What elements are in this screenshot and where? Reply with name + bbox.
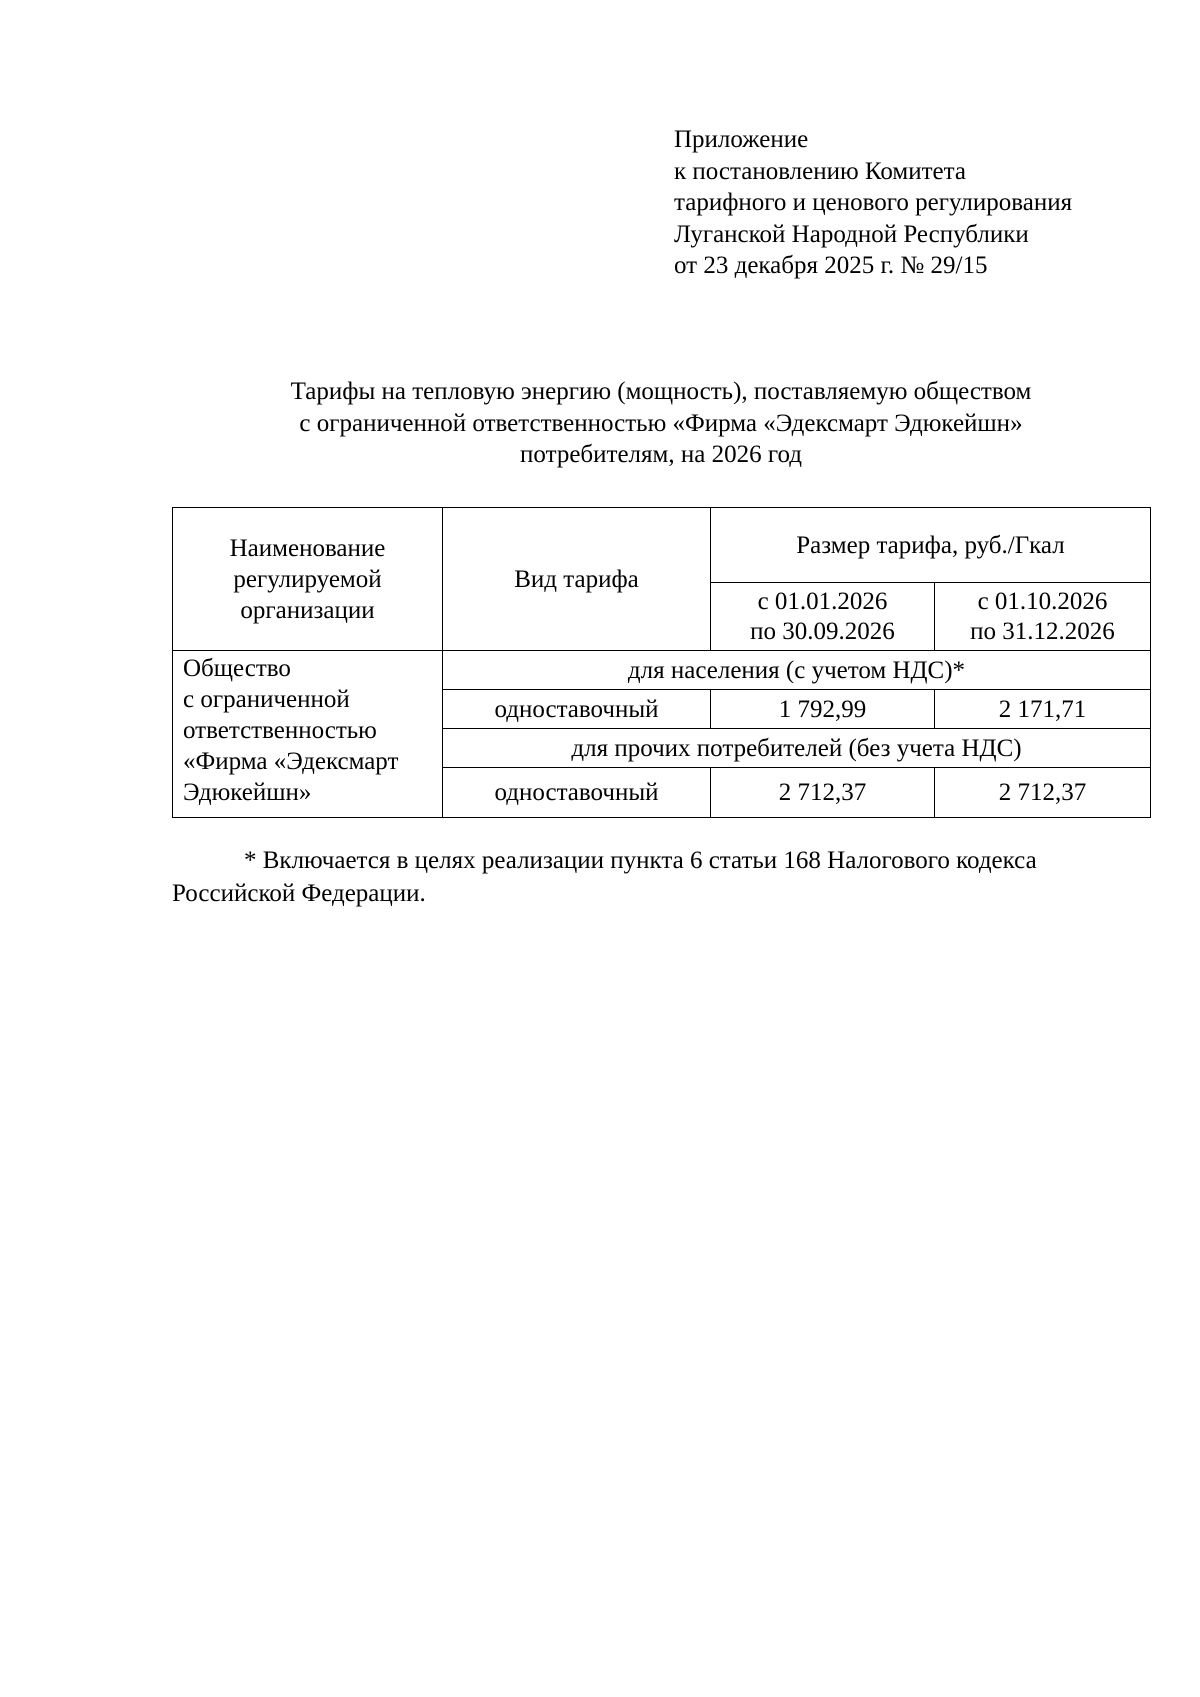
footnote-line-2: Российской Федерации. [172, 880, 426, 907]
annex-line: Приложение [674, 126, 809, 153]
annex-line: от 23 декабря 2025 г. № 29/15 [674, 252, 988, 280]
title-line: потребителям, на 2026 год [520, 441, 802, 469]
header-period-1: с 01.01.2026 по 30.09.2026 [711, 583, 935, 651]
period-2-value: 2 171,71 [935, 690, 1151, 729]
section-label: для прочих потребителей (без учета НДС) [443, 729, 1151, 768]
organization-name: Общество с ограниченной ответственностью «Фирма «Эдексмарт Эдюкейшн» [173, 651, 443, 818]
tariff-table [172, 507, 1151, 818]
period-1-value: 2 712,37 [711, 768, 935, 818]
period-1-value: 1 792,99 [711, 690, 935, 729]
annex-line: к постановлению Комитета [674, 157, 966, 185]
header-tariff-type: Вид тарифа [443, 508, 711, 651]
header-period-2: с 01.10.2026 по 31.12.2026 [935, 583, 1151, 651]
period-2-value: 2 712,37 [935, 768, 1151, 818]
section-row [173, 651, 1151, 690]
title-line: с ограниченной ответственностью «Фирма «Эдексмарт Эдюкейшн» [299, 409, 1023, 437]
title-line: Тарифы на тепловую энергию (мощность), поставляемую обществом [290, 378, 1032, 405]
footnote [172, 844, 1150, 910]
header-row [173, 508, 1151, 583]
section-label: для населения (с учетом НДС)* [443, 651, 1151, 690]
document-title [172, 376, 1150, 471]
header-org-name: Наименование регулируемой организации [173, 508, 443, 651]
tariff-type-cell: одноставочный [443, 768, 711, 818]
tariff-type-cell: одноставочный [443, 690, 711, 729]
annex-line: тарифного и ценового регулирования [674, 189, 1073, 217]
footnote-line-1: * Включается в целях реализации пункта 6 статьи 168 Налогового кодекса [244, 847, 1037, 874]
annex-header [674, 124, 1072, 282]
annex-line: Луганской Народной Республики [674, 220, 1029, 248]
header-tariff-size: Размер тарифа, руб./Гкал [711, 508, 1151, 583]
